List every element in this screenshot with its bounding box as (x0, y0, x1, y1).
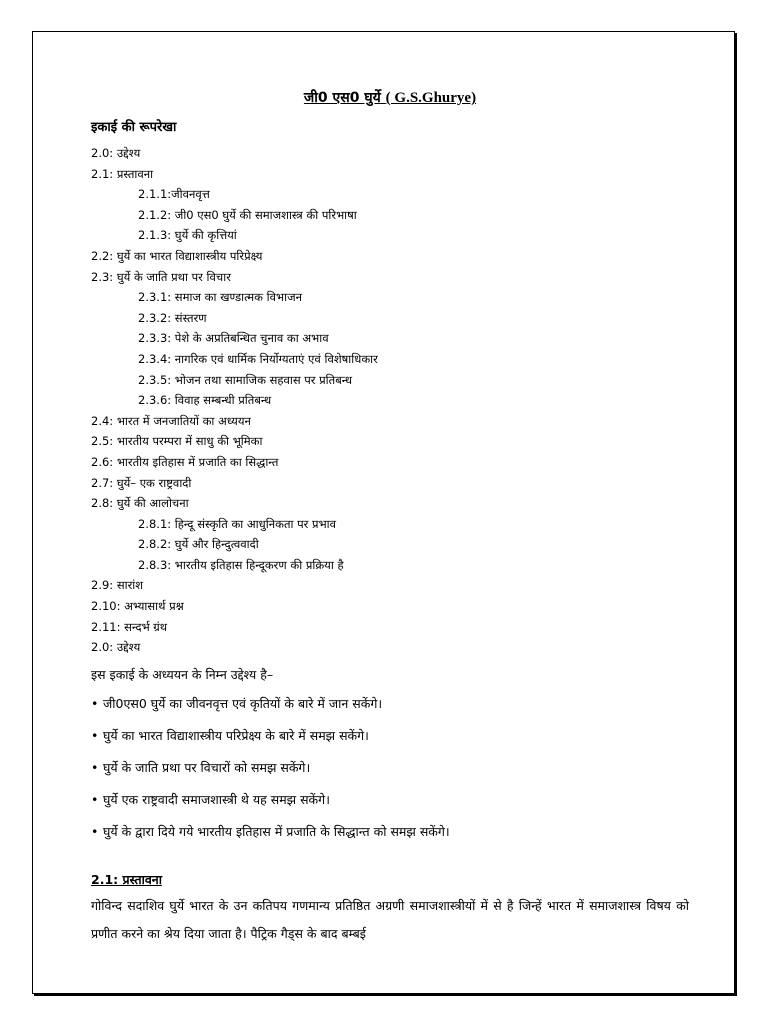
bullet-icon: • (91, 759, 99, 775)
outline-item: 2.1.2: जी0 एस0 घुर्ये की समाजशास्त्र की परिभाषा (138, 207, 357, 222)
title-hindi: जी0 एस0 घुर्ये (303, 90, 381, 106)
outline-item: 2.1: प्रस्तावना (91, 166, 154, 181)
outline-item: 2.0: उद्देश्य (91, 146, 141, 160)
outline-item: 2.7: घुर्ये– एक राष्ट्रवादी (91, 475, 192, 490)
intro-paragraph: गोविन्द सदाशिव घुर्ये भारत के उन कतिपय गणमान्य प्रतिष्ठित अग्रणी समाजशास्त्रीयों में से है जिन्हें भारत में समाजशास्त्र विषय को प्रणीत करने का श्रेय दिया जाता है। पैट्रिक गैड्स के बाद बम्बई (91, 897, 689, 941)
outline-item: 2.8.1: हिन्दू संस्कृति का आधुनिकता पर प्रभाव (138, 516, 337, 531)
bullet-icon: • (91, 823, 99, 839)
bullet-icon: • (91, 695, 99, 711)
objective-item (91, 816, 689, 848)
outline-item: 2.2: घुर्ये का भारत विद्याशास्त्रीय परिप्रेक्ष्य (91, 248, 263, 263)
title-latin: ( G.S.Ghurye) (385, 90, 477, 106)
outline-item: 2.10: अभ्यासार्थ प्रश्न (91, 599, 184, 614)
section-heading: 2.1: प्रस्तावना (91, 871, 162, 887)
outline-list (91, 143, 689, 658)
objective-text: घुर्ये के द्वारा दिये गये भारतीय इतिहास में प्रजाति के सिद्धान्त को समझ सकेंगे। (103, 823, 450, 839)
objective-item (91, 688, 689, 720)
outline-item: 2.8.3: भारतीय इतिहास हिन्दूकरण की प्रक्रिया है (138, 557, 344, 572)
outline-item: 2.3.3: पेशे के अप्रतिबन्धित चुनाव का अभाव (138, 331, 329, 346)
outline-item: 2.1.3: घुर्ये की कृत्तियां (138, 228, 237, 243)
objective-text: जी0एस0 घुर्ये का जीवनवृत्त एवं कृतियों के बारे में जान सकेंगे। (103, 695, 383, 711)
bullet-icon: • (91, 791, 99, 807)
document-body (91, 88, 689, 948)
outline-item: 2.3.2: संस्तरण (138, 310, 207, 325)
objective-item (91, 752, 689, 784)
objective-text: घुर्ये का भारत विद्याशास्त्रीय परिप्रेक्ष्य के बारे में समझ सकेंगे। (103, 727, 369, 743)
outline-heading: इकाई की रूपरेखा (91, 120, 177, 135)
objectives-intro: इस इकाई के अध्ययन के निम्न उद्देश्य है– (91, 666, 274, 682)
outline-item: 2.11: सन्दर्भ ग्रंथ (91, 619, 168, 634)
objective-item (91, 784, 689, 816)
objective-text: घुर्ये के जाति प्रथा पर विचारों को समझ सकेंगे। (103, 759, 311, 775)
outline-item: 2.3.4: नागरिक एवं धार्मिक निर्योग्यताएं एवं विशेषाधिकार (138, 351, 378, 366)
outline-item: 2.0: उद्देश्य (91, 640, 141, 655)
objective-item (91, 720, 689, 752)
outline-item: 2.3.6: विवाह सम्बन्धी प्रतिबन्ध (138, 393, 272, 408)
outline-item: 2.1.1:जीवनवृत्त (138, 187, 210, 202)
outline-item: 2.3.1: समाज का खण्डात्मक विभाजन (138, 290, 303, 305)
outline-item: 2.9: सारांश (91, 578, 144, 593)
objectives-list (91, 688, 689, 848)
outline-item: 2.3.5: भोजन तथा सामाजिक सहवास पर प्रतिबन्ध (138, 372, 353, 387)
outline-item: 2.4: भारत में जनजातियों का अध्ययन (91, 413, 251, 428)
outline-item: 2.5: भारतीय परम्परा में साधु की भूमिका (91, 434, 263, 449)
outline-item: 2.3: घुर्ये के जाति प्रथा पर विचार (91, 269, 231, 284)
outline-item: 2.8.2: घुर्ये और हिन्दुत्ववादी (138, 537, 259, 552)
outline-item: 2.8: घुर्ये की आलोचना (91, 496, 189, 511)
bullet-icon: • (91, 727, 99, 743)
document-title (91, 88, 689, 107)
objective-text: घुर्ये एक राष्ट्रवादी समाजशास्त्री थे यह समझ सकेंगे। (103, 791, 330, 807)
outline-item: 2.6: भारतीय इतिहास में प्रजाति का सिद्धान्त (91, 454, 279, 469)
